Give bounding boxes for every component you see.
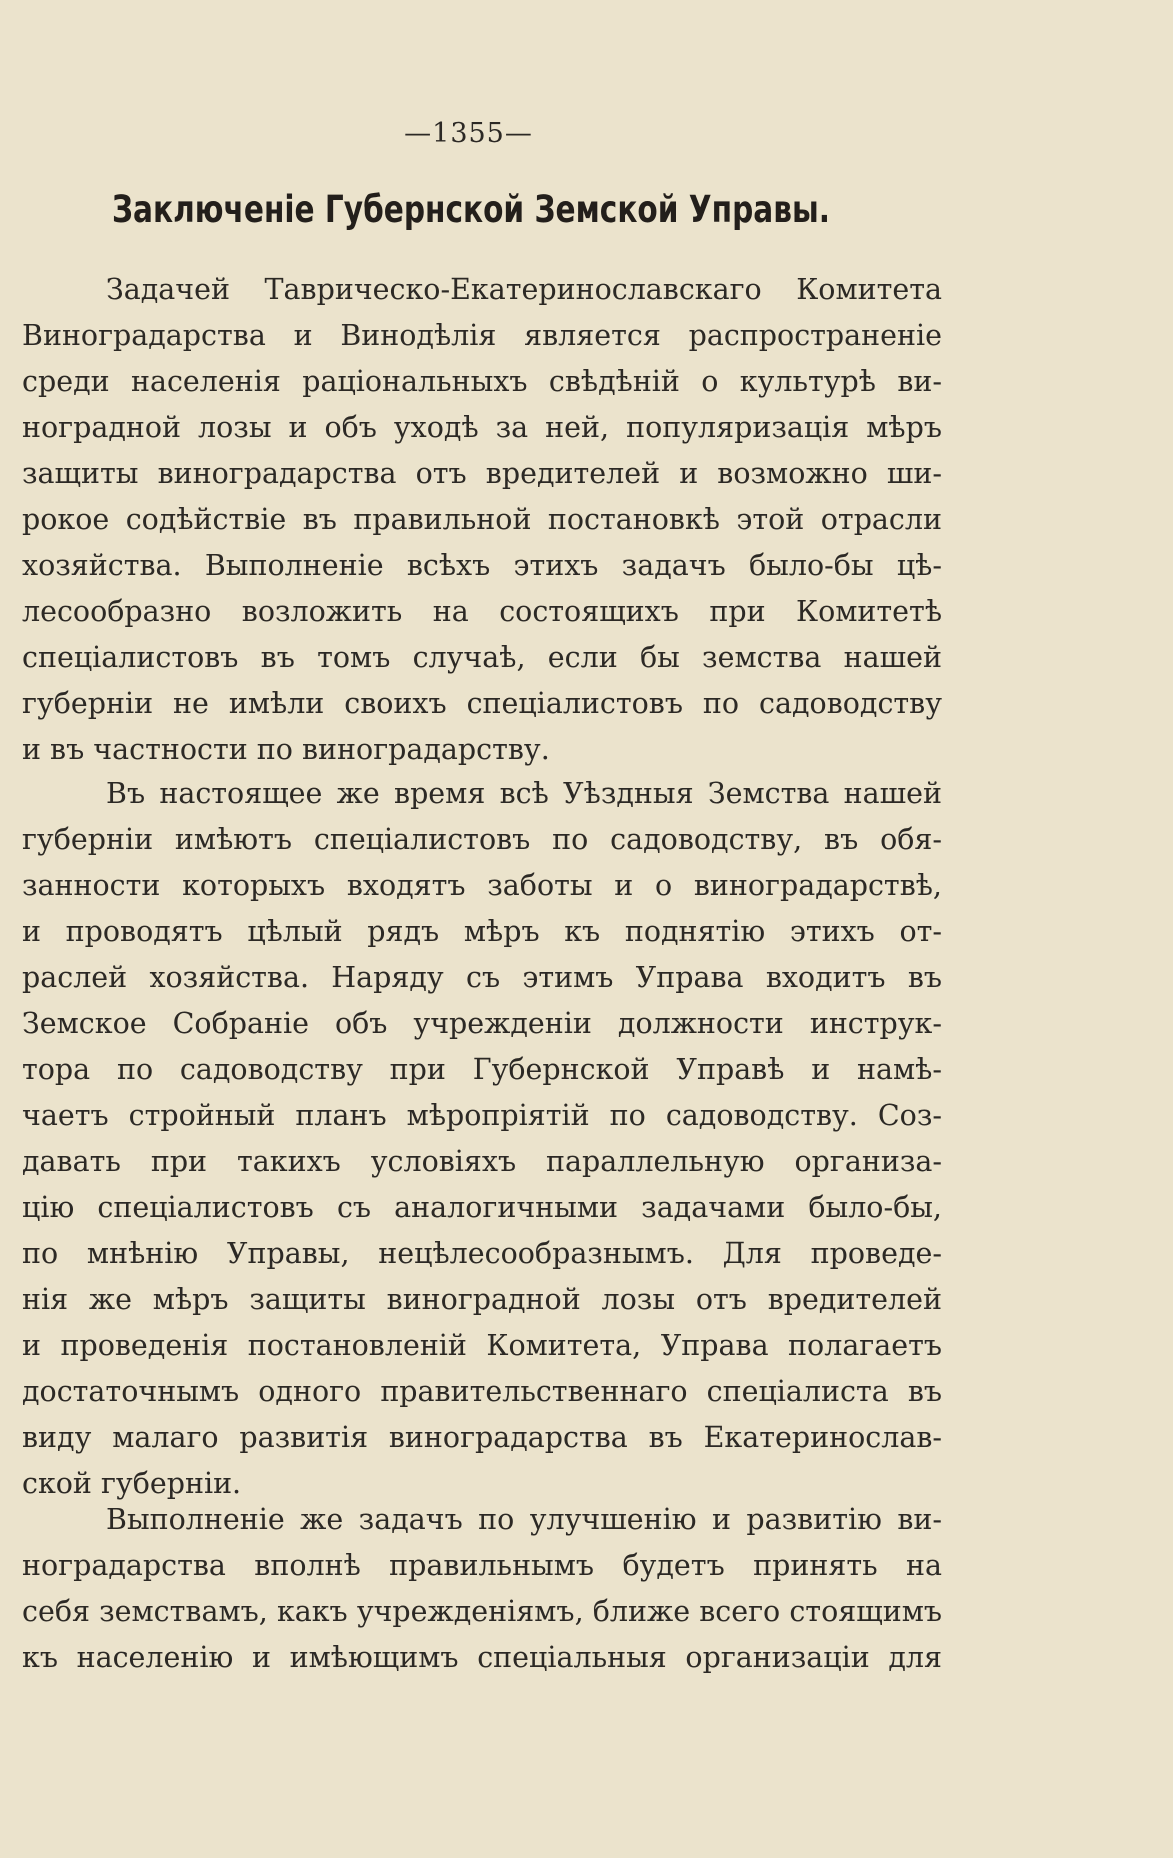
text-line: нія же мѣръ защиты виноградной лозы отъ вредителей bbox=[22, 1283, 942, 1316]
text-line: лесообразно возложить на состоящихъ при Комитетѣ bbox=[22, 595, 942, 628]
text-line: ноградной лозы и объ уходѣ за ней, популяризація мѣръ bbox=[22, 411, 942, 444]
text-line: ской губерніи. bbox=[22, 1467, 242, 1500]
text-line: защиты виноградарства отъ вредителей и возможно ши- bbox=[22, 457, 942, 490]
text-line: Виноградарства и Винодѣлія является распространеніе bbox=[22, 319, 942, 352]
text-line: и проведенія постановленій Комитета, Управа полагаетъ bbox=[22, 1329, 942, 1362]
paragraph-2 bbox=[22, 771, 942, 1507]
text-line: себя земствамъ, какъ учрежденіямъ, ближе всего стоящимъ bbox=[22, 1595, 942, 1628]
text-line: губерніи имѣютъ спеціалистовъ по садоводству, въ обя- bbox=[22, 823, 942, 856]
text-line: виду малаго развитія виноградарства въ Екатеринослав- bbox=[22, 1421, 942, 1454]
text-line: раслей хозяйства. Наряду съ этимъ Управа входитъ въ bbox=[22, 961, 942, 994]
text-line: чаетъ стройный планъ мѣропріятій по садоводству. Соз- bbox=[22, 1099, 942, 1132]
text-line: хозяйства. Выполненіе всѣхъ этихъ задачъ было-бы цѣ- bbox=[22, 549, 942, 582]
text-line: ноградарства вполнѣ правильнымъ будетъ принять на bbox=[22, 1549, 942, 1582]
text-line: Земское Собраніе объ учрежденіи должности инструк- bbox=[22, 1007, 942, 1040]
section-heading: Заключеніе Губернской Земской Управы. bbox=[112, 188, 830, 231]
text-line: по мнѣнію Управы, нецѣлесообразнымъ. Для проведе- bbox=[22, 1237, 942, 1270]
text-line: достаточнымъ одного правительственнаго спеціалиста въ bbox=[22, 1375, 942, 1408]
text-line: и въ частности по виноградарству. bbox=[22, 733, 550, 766]
text-line: занности которыхъ входятъ заботы и о виноградарствѣ, bbox=[22, 869, 942, 902]
text-line: Задачей Таврическо-Екатеринославскаго Комитета bbox=[106, 273, 942, 306]
paragraph-3 bbox=[22, 1497, 942, 1681]
text-line: тора по садоводству при Губернской Управѣ и намѣ- bbox=[22, 1053, 942, 1086]
text-line: къ населенію и имѣющимъ спеціальныя организаціи для bbox=[22, 1641, 942, 1674]
text-line: спеціалистовъ въ томъ случаѣ, если бы земства нашей bbox=[22, 641, 942, 674]
text-line: рокое содѣйствіе въ правильной постановкѣ этой отрасли bbox=[22, 503, 942, 536]
text-line: губерніи не имѣли своихъ спеціалистовъ по садоводству bbox=[22, 687, 942, 720]
text-line: среди населенія раціональныхъ свѣдѣній о культурѣ ви- bbox=[22, 365, 942, 398]
text-line: давать при такихъ условіяхъ параллельную организа- bbox=[22, 1145, 942, 1178]
text-line: Въ настоящее же время всѣ Уѣздныя Земства нашей bbox=[106, 777, 942, 810]
text-line: Выполненіе же задачъ по улучшенію и развитію ви- bbox=[106, 1503, 942, 1536]
text-line: и проводятъ цѣлый рядъ мѣръ къ поднятію этихъ от- bbox=[22, 915, 942, 948]
text-line: цію спеціалистовъ съ аналогичными задачами было-бы, bbox=[22, 1191, 942, 1224]
paragraph-1 bbox=[22, 267, 942, 773]
page-number: —1355— bbox=[404, 118, 533, 149]
